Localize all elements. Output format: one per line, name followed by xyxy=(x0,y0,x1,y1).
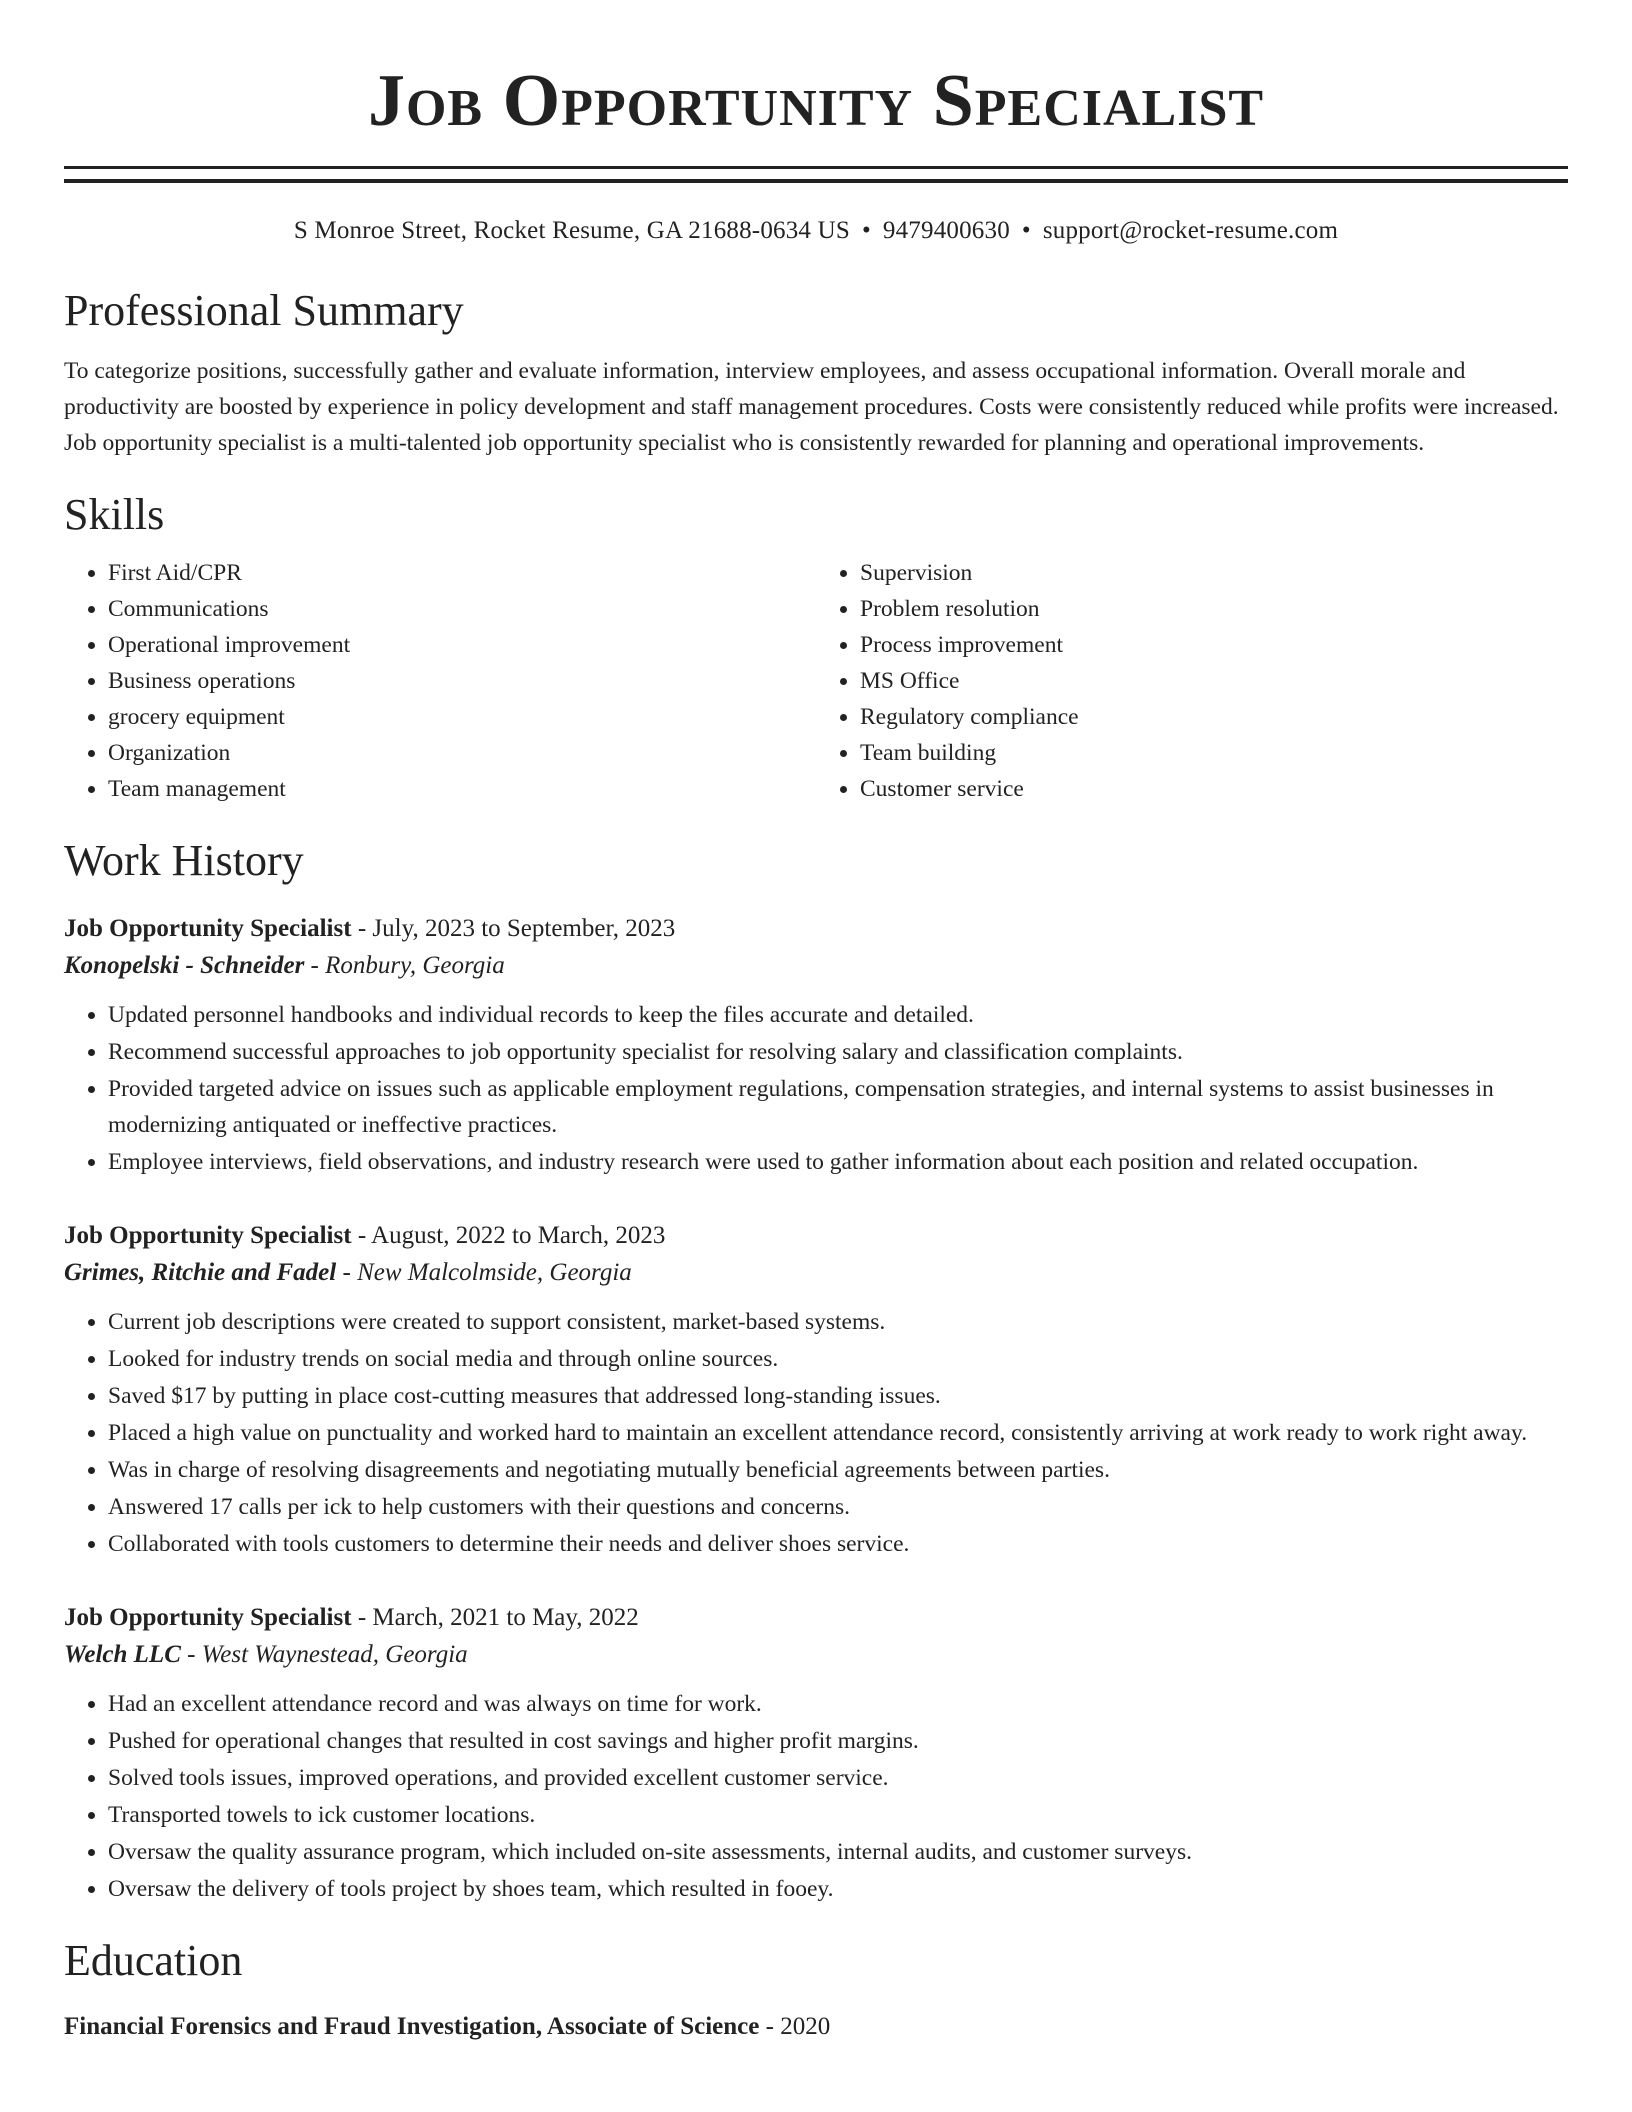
job-bullet: • Recommend successful approaches to job opportunity specialist for resolving salary and classification complaints. xyxy=(108,1034,1568,1070)
job-entry xyxy=(64,1600,1568,1907)
skills-heading: Skills xyxy=(64,490,165,539)
job-role: Job Opportunity Specialist xyxy=(64,1604,352,1631)
skill-item: • First Aid/CPR xyxy=(108,555,816,591)
job-bullet: • Had an excellent attendance record and was always on time for work. xyxy=(108,1686,1568,1722)
skill-item: • Customer service xyxy=(860,771,1568,807)
job-bullet: • Looked for industry trends on social media and through online sources. xyxy=(108,1341,1568,1377)
skills-column-right xyxy=(816,555,1568,807)
job-company-line: Konopelski - Schneider - Ronbury, Georgia xyxy=(64,952,505,979)
job-bullet: • Updated personnel handbooks and individual records to keep the files accurate and detailed. xyxy=(108,997,1568,1033)
job-company: Welch LLC xyxy=(64,1641,181,1668)
summary-text: To categorize positions, successfully gather and evaluate information, interview employees, and assess occupational information. Overall morale and productivity are boosted by experience in policy development and staff management procedures. Costs were consistently reduced while profits were increased. Job opportunity specialist is a multi-talented job opportunity specialist who is consistently rewarded for planning and operational improvements. xyxy=(64,358,1559,456)
resume-name: Job Opportunity Specialist xyxy=(367,60,1265,142)
education-degree: Financial Forensics and Fraud Investigation, Associate of Science xyxy=(64,2013,760,2040)
skill-item: • Team building xyxy=(860,735,1568,771)
job-bullet: • Was in charge of resolving disagreements and negotiating mutually beneficial agreements between parties. xyxy=(108,1452,1568,1488)
job-location: West Waynestead, Georgia xyxy=(201,1641,468,1668)
education-year: 2020 xyxy=(780,2013,831,2040)
job-bullet: • Placed a high value on punctuality and worked hard to maintain an excellent attendance record, consistently arriving at work ready to work right away. xyxy=(108,1415,1568,1451)
job-bullets xyxy=(64,1686,1568,1907)
job-company-line: Grimes, Ritchie and Fadel - New Malcolmside, Georgia xyxy=(64,1259,632,1286)
job-bullet: • Transported towels to ick customer locations. xyxy=(108,1797,1568,1833)
skill-item: • Team management xyxy=(108,771,816,807)
education-entry: Financial Forensics and Fraud Investigation, Associate of Science - 2020 xyxy=(64,2013,831,2040)
job-bullet: • Answered 17 calls per ick to help customers with their questions and concerns. xyxy=(108,1489,1568,1525)
skill-item: • MS Office xyxy=(860,663,1568,699)
skill-item: • Business operations xyxy=(108,663,816,699)
job-dates: March, 2021 to May, 2022 xyxy=(372,1604,639,1631)
job-role: Job Opportunity Specialist xyxy=(64,1222,352,1249)
job-bullet: • Current job descriptions were created to support consistent, market-based systems. xyxy=(108,1304,1568,1340)
skill-item: • Supervision xyxy=(860,555,1568,591)
job-header: Job Opportunity Specialist - August, 2022 to March, 2023 xyxy=(64,1222,666,1249)
skill-item: • Process improvement xyxy=(860,627,1568,663)
contact-separator: • xyxy=(1021,217,1031,244)
education-heading: Education xyxy=(64,1936,243,1985)
skill-item: • Operational improvement xyxy=(108,627,816,663)
job-bullet: • Employee interviews, field observations, and industry research were used to gather information about each position and related occupation. xyxy=(108,1144,1568,1180)
skill-item: • Problem resolution xyxy=(860,591,1568,627)
job-bullet: • Solved tools issues, improved operations, and provided excellent customer service. xyxy=(108,1760,1568,1796)
skills-column-left xyxy=(64,555,816,807)
job-location: Ronbury, Georgia xyxy=(325,952,505,979)
summary-heading: Professional Summary xyxy=(64,286,464,335)
job-bullets xyxy=(64,1304,1568,1562)
job-bullets xyxy=(64,997,1568,1180)
skill-item: • grocery equipment xyxy=(108,699,816,735)
job-company: Grimes, Ritchie and Fadel xyxy=(64,1259,337,1286)
job-bullet: • Provided targeted advice on issues such as applicable employment regulations, compensation strategies, and internal systems to assist businesses in modernizing antiquated or ineffective practices. xyxy=(108,1071,1568,1143)
job-bullet: • Saved $17 by putting in place cost-cutting measures that addressed long-standing issues. xyxy=(108,1378,1568,1414)
job-role: Job Opportunity Specialist xyxy=(64,915,352,942)
work-history-heading: Work History xyxy=(64,836,304,885)
job-company: Konopelski - Schneider xyxy=(64,952,305,979)
contact-separator: • xyxy=(861,217,871,244)
job-dates: August, 2022 to March, 2023 xyxy=(371,1222,666,1249)
job-location: New Malcolmside, Georgia xyxy=(357,1259,632,1286)
job-bullet: • Oversaw the quality assurance program, which included on-site assessments, internal audits, and customer surveys. xyxy=(108,1834,1568,1870)
contact-line xyxy=(64,215,1568,247)
job-entry xyxy=(64,911,1568,1180)
job-header: Job Opportunity Specialist - July, 2023 to September, 2023 xyxy=(64,915,676,942)
job-header: Job Opportunity Specialist - March, 2021 to May, 2022 xyxy=(64,1604,639,1631)
job-company-line: Welch LLC - West Waynestead, Georgia xyxy=(64,1641,468,1668)
contact-address: S Monroe Street, Rocket Resume, GA 21688-0634 US xyxy=(293,217,850,244)
job-entry xyxy=(64,1218,1568,1562)
contact-phone: 9479400630 xyxy=(882,217,1010,244)
skill-item: • Regulatory compliance xyxy=(860,699,1568,735)
job-bullet: • Oversaw the delivery of tools project by shoes team, which resulted in fooey. xyxy=(108,1871,1568,1907)
job-dates: July, 2023 to September, 2023 xyxy=(372,915,676,942)
job-bullet: • Pushed for operational changes that resulted in cost savings and higher profit margins. xyxy=(108,1723,1568,1759)
job-bullet: • Collaborated with tools customers to determine their needs and deliver shoes service. xyxy=(108,1526,1568,1562)
skill-item: • Communications xyxy=(108,591,816,627)
skills-list xyxy=(64,555,1568,807)
skill-item: • Organization xyxy=(108,735,816,771)
header-divider xyxy=(64,166,1568,183)
contact-email: support@rocket-resume.com xyxy=(1042,217,1339,244)
